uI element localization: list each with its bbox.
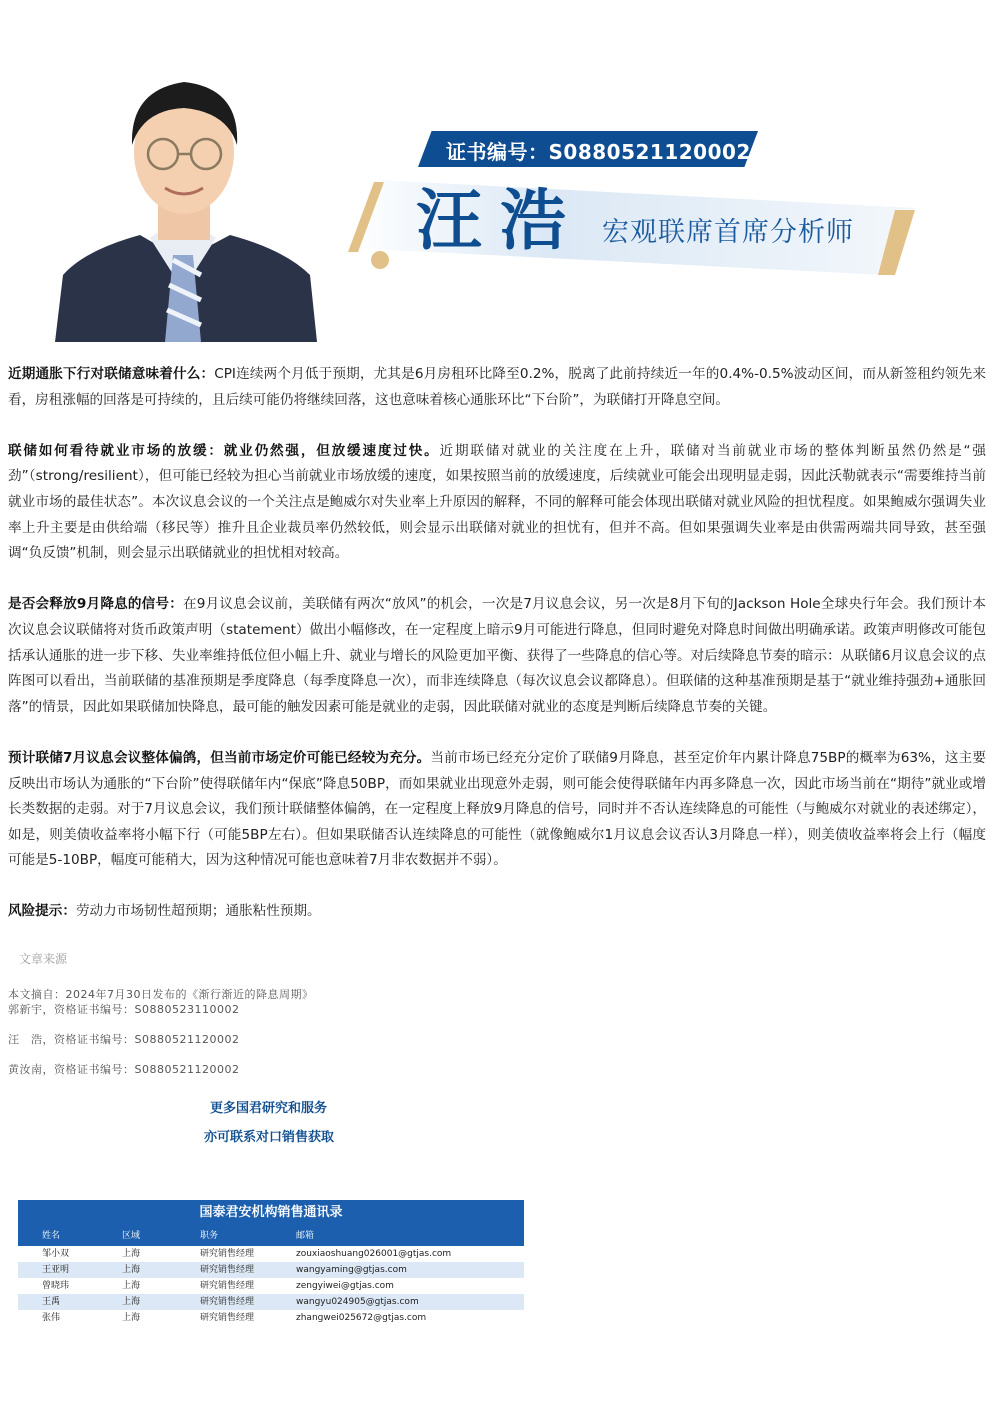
cell-region: 上海 xyxy=(122,1265,141,1275)
cell-email[interactable]: wangyu024905@gtjas.com xyxy=(296,1297,419,1307)
certificate-badge xyxy=(418,131,758,167)
cell-region: 上海 xyxy=(122,1281,141,1291)
cell-name: 曾晓玮 xyxy=(42,1281,70,1291)
paragraph-lead: 是否会释放9月降息的信号： xyxy=(8,596,183,613)
cell-region: 上海 xyxy=(122,1249,141,1259)
header-region: 区域 xyxy=(122,1231,141,1241)
header-email: 邮箱 xyxy=(296,1231,315,1241)
more-research-link[interactable]: 更多国君研究和服务 xyxy=(210,1101,328,1116)
cell-position: 研究销售经理 xyxy=(200,1313,255,1323)
cell-position: 研究销售经理 xyxy=(200,1281,255,1291)
table-row xyxy=(18,1310,524,1326)
analyst-name: 汪浩 xyxy=(416,181,584,259)
table-row xyxy=(18,1246,524,1262)
cell-name: 王亚明 xyxy=(42,1265,70,1275)
cell-region: 上海 xyxy=(122,1297,141,1307)
paragraph-text: 近期联储对就业的关注度在上升，联储对当前就业市场的整体判断虽然仍然是“强劲”（strong/resilient），但可能已经较为担心当前就业市场放缓的速度，如果按照当前的放缓速度，后续就业可能会出现明显走弱，因此沃勒就表示“需要维持当前就业市场的最佳状态”。本次议息会议的一个关注点是鲍威尔对失业率上升原因的解释，不同的解释可能会体现出联储对就业风险的担忧程度。如果鲍威尔强调失业率上升主要是由供给端（移民等）推升且企业裁员率仍然较低，则会显示出联储对就业的担忧有，但并不高。但如果强调失业率是由供需两端共同导致，甚至强调“负反馈”机制，则会显示出联储就业的担忧相对较高。 xyxy=(8,442,987,562)
analyst-photo xyxy=(55,60,317,342)
cell-position: 研究销售经理 xyxy=(200,1265,255,1275)
cell-position: 研究销售经理 xyxy=(200,1249,255,1259)
source-author: 汪 浩，资格证书编号：S0880521120002 xyxy=(8,1033,240,1046)
article-body xyxy=(8,362,986,951)
paragraph-risk xyxy=(8,899,986,925)
header-position: 职务 xyxy=(200,1231,219,1241)
source-author: 黄汝南，资格证书编号：S0880521120002 xyxy=(8,1063,240,1076)
paragraph-text: 当前市场已经充分定价了联储9月降息，甚至定价年内累计降息75BP的概率为63%，这主要反映出市场认为通胀的“下台阶”使得联储年内“保底”降息50BP，而如果就业出现意外走弱，则可能会使得联储年内再多降息一次，因此市场当前在“期待”就业或增长类数据的走弱。对于7月议息会议，我们预计联储整体偏鸽，在一定程度上释放9月降息的信号，同时并不否认连续降息的可能性（与鲍威尔对就业的表述绑定），如是，则美债收益率将小幅下行（可能5BP左右）。但如果联储否认连续降息的可能性（就像鲍威尔1月议息会议否认3月降息一样），则美债收益率将会上行（幅度可能是5-10BP，幅度可能稍大，因为这种情况可能也意味着7月非农数据并不弱）。 xyxy=(8,749,986,869)
paragraph-text: CPI连续两个月低于预期，尤其是6月房租环比降至0.2%，脱离了此前持续近一年的0.4%-0.5%波动区间，而从新签租约领先来看，房租涨幅的回落是可持续的，且后续可能仍将继续回落，这也意味着核心通胀环比“下台阶”，为联储打开降息空间。 xyxy=(8,366,986,408)
cell-name: 王禹 xyxy=(42,1297,61,1307)
header-name: 姓名 xyxy=(42,1231,61,1241)
cell-email[interactable]: zengyiwei@gtjas.com xyxy=(296,1281,394,1291)
paragraph-lead: 风险提示： xyxy=(8,903,76,920)
paragraph-july-meeting xyxy=(8,746,986,874)
table-title: 国泰君安机构销售通讯录 xyxy=(18,1200,524,1226)
table-row xyxy=(18,1262,524,1278)
cell-name: 邹小双 xyxy=(42,1249,70,1259)
paragraph-text: 在9月议息会议前，美联储有两次“放风”的机会，一次是7月议息会议，另一次是8月下旬的Jackson Hole全球央行年会。我们预计本次议息会议联储将对货币政策声明（statement）做出小幅修改，在一定程度上暗示9月可能进行降息，但同时避免对降息时间做出明确承诺。政策声明修改可能包括承认通胀的进一步下移、失业率维持低位但小幅上升、就业与增长的风险更加平衡、获得了一些降息的信心等。对后续降息节奏的暗示：从联储6月议息会议的点阵图可以看出，当前联储的基准预期是季度降息（每季度降息一次），而非连续降息（每次议息会议都降息）。但联储的这种基准预期是基于“就业维持强劲+通胀回落”的情景，因此如果联储加快降息，最可能的触发因素可能是就业的走弱，因此联储对就业的态度是判断后续降息节奏的关键。 xyxy=(8,596,986,715)
paragraph-september-cut xyxy=(8,592,986,720)
table-row xyxy=(18,1278,524,1294)
analyst-title: 宏观联席首席分析师 xyxy=(602,217,854,248)
contact-sales-link[interactable]: 亦可联系对口销售获取 xyxy=(204,1130,335,1145)
paragraph-lead: 预计联储7月议息会议整体偏鸽，但当前市场定价可能已经较为充分。 xyxy=(8,749,431,766)
paragraph-text: 劳动力市场韧性超预期；通胀粘性预期。 xyxy=(75,903,321,920)
cell-name: 张伟 xyxy=(42,1313,61,1323)
author-banner xyxy=(0,0,992,345)
source-excerpt: 本文摘自：2024年7月30日发布的《渐行渐近的降息周期》 xyxy=(8,988,314,1001)
paragraph-employment xyxy=(8,439,986,567)
paragraph-inflation xyxy=(8,362,986,413)
cell-email[interactable]: zhangwei025672@gtjas.com xyxy=(296,1313,427,1323)
table-row xyxy=(18,1294,524,1310)
cell-position: 研究销售经理 xyxy=(200,1297,255,1307)
cell-region: 上海 xyxy=(122,1313,141,1323)
source-label: 文章来源 xyxy=(19,952,68,966)
certificate-number: 证书编号：S0880521120002 xyxy=(446,140,751,164)
paragraph-lead: 联储如何看待就业市场的放缓：就业仍然强，但放缓速度过快。 xyxy=(8,442,440,459)
paragraph-lead: 近期通胀下行对联储意味着什么： xyxy=(8,366,215,382)
source-block xyxy=(8,986,314,1077)
source-author: 郭新宇，资格证书编号：S0880523110002 xyxy=(8,1003,240,1016)
sales-directory-table xyxy=(18,1200,524,1323)
cell-email[interactable]: zouxiaoshuang026001@gtjas.com xyxy=(296,1249,452,1259)
cell-email[interactable]: wangyaming@gtjas.com xyxy=(296,1265,407,1275)
table-header xyxy=(18,1226,524,1246)
